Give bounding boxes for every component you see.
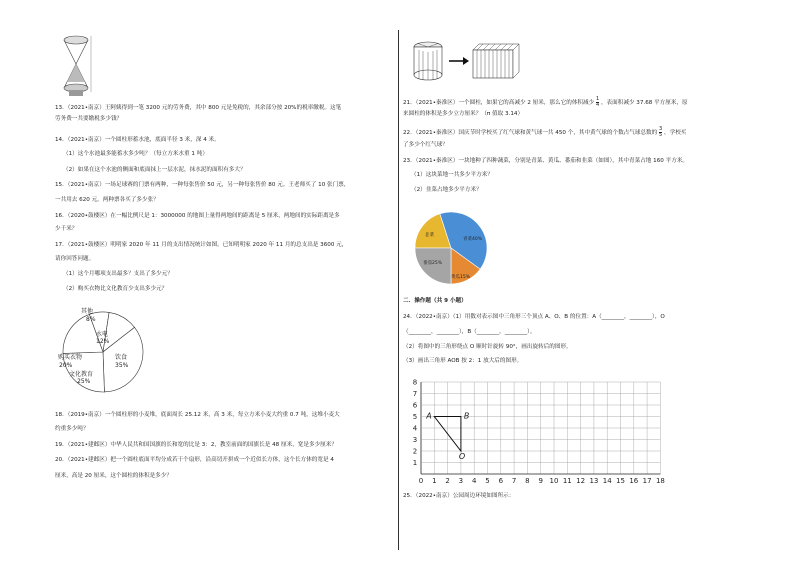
q21-text-a: 21．（2021•秦淮区）一个圆柱，如果它的高减少 2 厘米，那么它的体积减少 [403,100,595,106]
q18-text-cont: 约重多少吨？ [55,426,89,432]
cone-figure [55,32,97,98]
point-label-a: A [426,411,432,421]
point-label-b: B [463,411,470,421]
grid-x-tick: 6 [498,477,504,485]
q24-text-cont: （________，________），B（________，________）。 [403,329,536,335]
q21-text-cont: 来圆柱的体积是多少立方厘米？（π 值取 3.14） [403,111,524,117]
grid-x-tick: 9 [538,477,543,485]
q24-part2: （2）将图中的三角形绕点 O 顺时针旋转 90°，画出旋转后的图形。 [403,344,572,350]
pie1-label-utilities: 水电 [96,331,109,338]
pie1-pct-utilities: 12% [96,338,110,345]
q24-text: 24．（2022•南京）（1）用数对表示图中三角形三个顶点 A、O、B 的位置：A（________，________），O [403,314,665,320]
q25-text: 25．（2022•南京）公园周边环境如图所示： [403,493,515,499]
grid-x-tick: 1 [432,477,437,485]
grid-x-tick: 18 [655,477,665,485]
q23-part2: （2）韭菜占地多少平方米？ [411,187,482,193]
grid-y-tick: 7 [412,390,418,398]
q21-fraction-num: 1 [595,96,600,102]
q23-text: 23．（2021•秦淮区）一块地种了四种蔬菜，分别是青菜、黄瓜、番茄和韭菜（如图），其中青菜占地 160 平方米。 [403,158,689,164]
pie1-label-clothing: 购买衣物 [58,354,83,361]
vegetable-pie-chart [411,208,501,288]
q23-part1: （1）这块菜地一共多少平方米？ [411,172,493,178]
q16-text-cont: 少千米？ [55,226,78,232]
q19-text: 19．（2021•建邺区）中华人民共和国国旗的长和宽的比是 3：2，教室前面的国旗长是 48 厘米，宽是多少厘米？ [55,442,337,448]
grid-y-tick: 3 [412,436,418,444]
q17-part1: （1）这个月哪项支出最多？支出了多少元？ [63,271,173,277]
grid-x-tick: 5 [485,477,490,485]
grid-x-tick: 13 [589,477,599,485]
pie2-label-chives: 韭菜 [425,233,434,238]
grid-y-tick: 5 [412,413,418,421]
q22-fraction [659,127,662,138]
grid-x-tick: 10 [549,477,559,485]
grid-x-tick: 11 [562,477,572,485]
grid-x-tick: 7 [511,477,517,485]
q14-part1: （1）这个水池最多能蓄水多少吨？（每立方米水重 1 吨） [63,151,208,157]
pie2-label-tomato: 番茄25% [423,261,443,266]
pie1-label-food: 饮食 [115,354,128,361]
pie1-pct-clothing: 20% [59,362,73,369]
grid-x-tick: 16 [629,477,639,485]
q22-text-b: ，学校买 [664,130,687,136]
q14-text: 14．（2021•南京）一个圆柱形蓄水池，底面半径 3 米，深 4 米。 [55,137,220,143]
q18-text: 18．（2019•南京）一个圆柱形的小麦堆，底面周长 25.12 米，高 3 米，每立方米小麦大约重 0.7 吨，这堆小麦大 [55,412,340,418]
q20-text-cont: 厘米，高是 20 厘米，这个圆柱的体积是多少？ [55,473,172,479]
coordinate-grid [403,370,673,490]
q22-fraction-num: 3 [659,126,663,132]
q21-text-b: ，表面积减少 37.68 平方厘米，原 [600,100,688,106]
q24-part3: （3）画出三角形 AOB 按 2：1 放大后的图形。 [403,358,523,364]
q17-part2: （2）购买衣物比文化教育少支出多少元？ [63,286,168,292]
q16-text: 16．（2020•鼓楼区）在一幅比例尺是 1：3000000 的地图上量得两地间的距离是 5 厘米，两地间的实际距离是多 [55,213,340,219]
grid-x-tick: 8 [525,477,530,485]
q17-text: 17．（2021•鼓楼区）明明家 2020 年 11 月的支出情况统计如图。已知明明家 2020 年 11 月的总支出是 3600 元， [55,242,348,248]
grid-x-tick: 12 [576,477,586,485]
q22-text-cont: 了多少个红气球？ [403,142,448,148]
pie1-label-other: 其他 [81,308,94,315]
pie2-label-cucumber: 黄瓜15% [451,275,471,280]
q21-fraction [596,97,599,108]
q13-text: 13．（2021•南京）王阿姨得到一笔 3200 元的劳务费，其中 800 元是免税的，其余部分按 20%的税率缴税。这笔 [55,105,342,111]
pie1-label-education: 文化教育 [69,371,94,378]
grid-y-tick: 4 [412,424,418,433]
grid-x-tick: 3 [458,477,464,485]
grid-y-tick: 6 [412,401,418,410]
q22-fraction-den: 5 [659,132,663,138]
pie2-label-greens: 青菜40% [463,237,483,242]
grid-y-tick: 2 [412,447,418,456]
grid-x-tick: 17 [642,477,652,485]
grid-x-tick: 14 [602,477,612,485]
q17-text-cont: 请你回答问题。 [55,256,95,262]
point-label-o: O [458,452,466,461]
q13-text-cont: 劳务费一共要缴税多少钱？ [55,116,123,122]
q15-text: 15．（2021•南京）一场足球赛的门票有两种，一种每张售价 50 元，另一种每张售价 80 元。王老师买了 10 张门票， [55,182,350,188]
pie2-slice-tomato [415,248,451,284]
grid-x-tick: 15 [616,477,625,485]
pie1-pct-education: 25% [77,378,91,385]
q15-text-cont: 一共用去 620 元。两种票各买了多少张？ [55,197,159,203]
grid-x-tick: 2 [445,477,450,485]
expense-pie-chart [55,302,155,402]
grid-y-tick: 8 [412,378,418,387]
q22-text-a: 22．（2021•秦淮区）国庆节时学校买了红气球和黄气球一共 450 个，其中黄气球的个数占气球总数的 [403,130,658,136]
q21-text [403,97,688,108]
section-title: 二．操作题（共 9 小题） [403,298,467,304]
grid-x-tick: 4 [471,477,477,485]
pie1-pct-other: 8% [86,316,96,323]
pie1-pct-food: 35% [115,362,129,369]
q22-text [403,127,686,138]
cylinder-to-cuboid-figure [411,38,521,83]
grid-y-tick: 1 [412,459,418,467]
grid-x-tick: 0 [418,477,424,485]
q21-fraction-den: 4 [595,102,600,108]
q20-text: 20．（2021•建邺区）把一个圆柱底面平均分成若干个扇形，沿高切开拼成一个近似长方体，这个长方体的宽是 4 [55,457,334,463]
q14-part2: （2）如果在这个水池的侧面和底面抹上一层水泥，抹水泥的面积有多大？ [63,167,246,173]
column-divider [398,30,399,550]
